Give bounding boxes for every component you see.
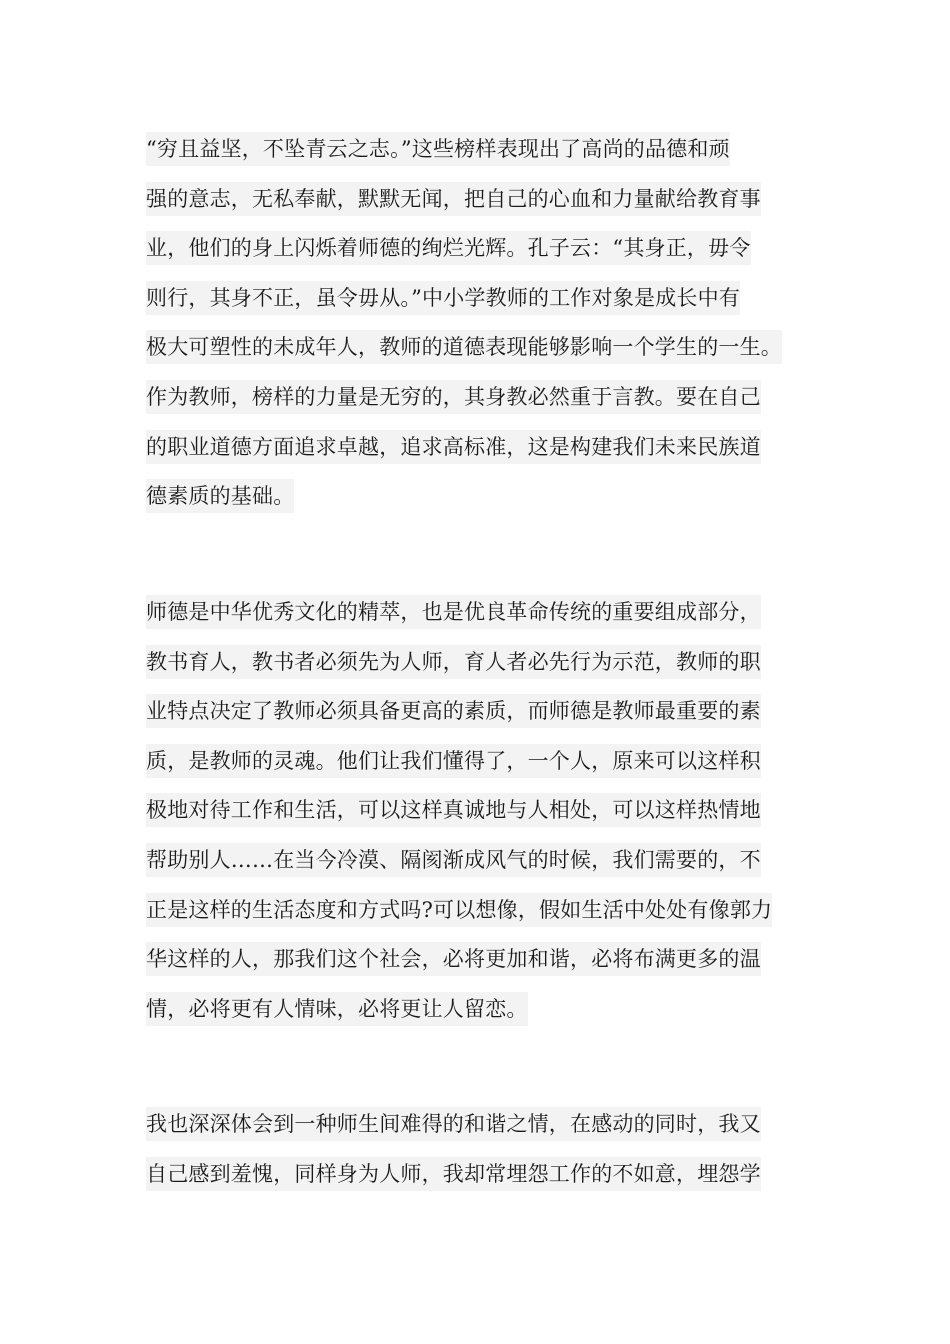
text-line: 情，必将更有人情味，必将更让人留恋。 bbox=[146, 985, 806, 1035]
text-line: 的职业道德方面追求卓越，追求高标准，这是构建我们未来民族道 bbox=[146, 423, 806, 473]
text-line: 我也深深体会到一种师生间难得的和谐之情，在感动的同时，我又 bbox=[146, 1100, 806, 1150]
text-line: “穷且益坚，不坠青云之志。”这些榜样表现出了高尚的品德和顽 bbox=[146, 125, 806, 175]
text-line: 业，他们的身上闪烁着师德的绚烂光辉。孔子云：“其身正，毋令 bbox=[146, 224, 806, 274]
text-line: 华这样的人，那我们这个社会，必将更加和谐，必将布满更多的温 bbox=[146, 935, 806, 985]
text-line: 自己感到羞愧，同样身为人师，我却常埋怨工作的不如意，埋怨学 bbox=[146, 1150, 806, 1200]
text-line: 极大可塑性的未成年人，教师的道德表现能够影响一个学生的一生。 bbox=[146, 323, 806, 373]
text-line: 则行，其身不正，虽令毋从。”中小学教师的工作对象是成长中有 bbox=[146, 274, 806, 324]
text-line: 帮助别人……在当今冷漠、隔阂渐成风气的时候，我们需要的，不 bbox=[146, 836, 806, 886]
paragraph-role-models bbox=[146, 125, 806, 522]
text-line: 教书育人，教书者必须先为人师，育人者必先行为示范，教师的职 bbox=[146, 638, 806, 688]
text-line: 作为教师，榜样的力量是无穷的，其身教必然重于言教。要在自己 bbox=[146, 373, 806, 423]
paragraph-reflection bbox=[146, 1100, 806, 1199]
text-line: 业特点决定了教师必须具备更高的素质，而师德是教师最重要的素 bbox=[146, 687, 806, 737]
paragraph-teacher-ethics bbox=[146, 588, 806, 1034]
text-line: 师德是中华优秀文化的精萃，也是优良革命传统的重要组成部分， bbox=[146, 588, 806, 638]
text-line: 强的意志，无私奉献，默默无闻，把自己的心血和力量献给教育事 bbox=[146, 175, 806, 225]
text-line: 质，是教师的灵魂。他们让我们懂得了，一个人，原来可以这样积 bbox=[146, 737, 806, 787]
text-line: 德素质的基础。 bbox=[146, 472, 806, 522]
text-line: 正是这样的生活态度和方式吗?可以想像，假如生活中处处有像郭力 bbox=[146, 886, 806, 936]
text-line: 极地对待工作和生活，可以这样真诚地与人相处，可以这样热情地 bbox=[146, 786, 806, 836]
